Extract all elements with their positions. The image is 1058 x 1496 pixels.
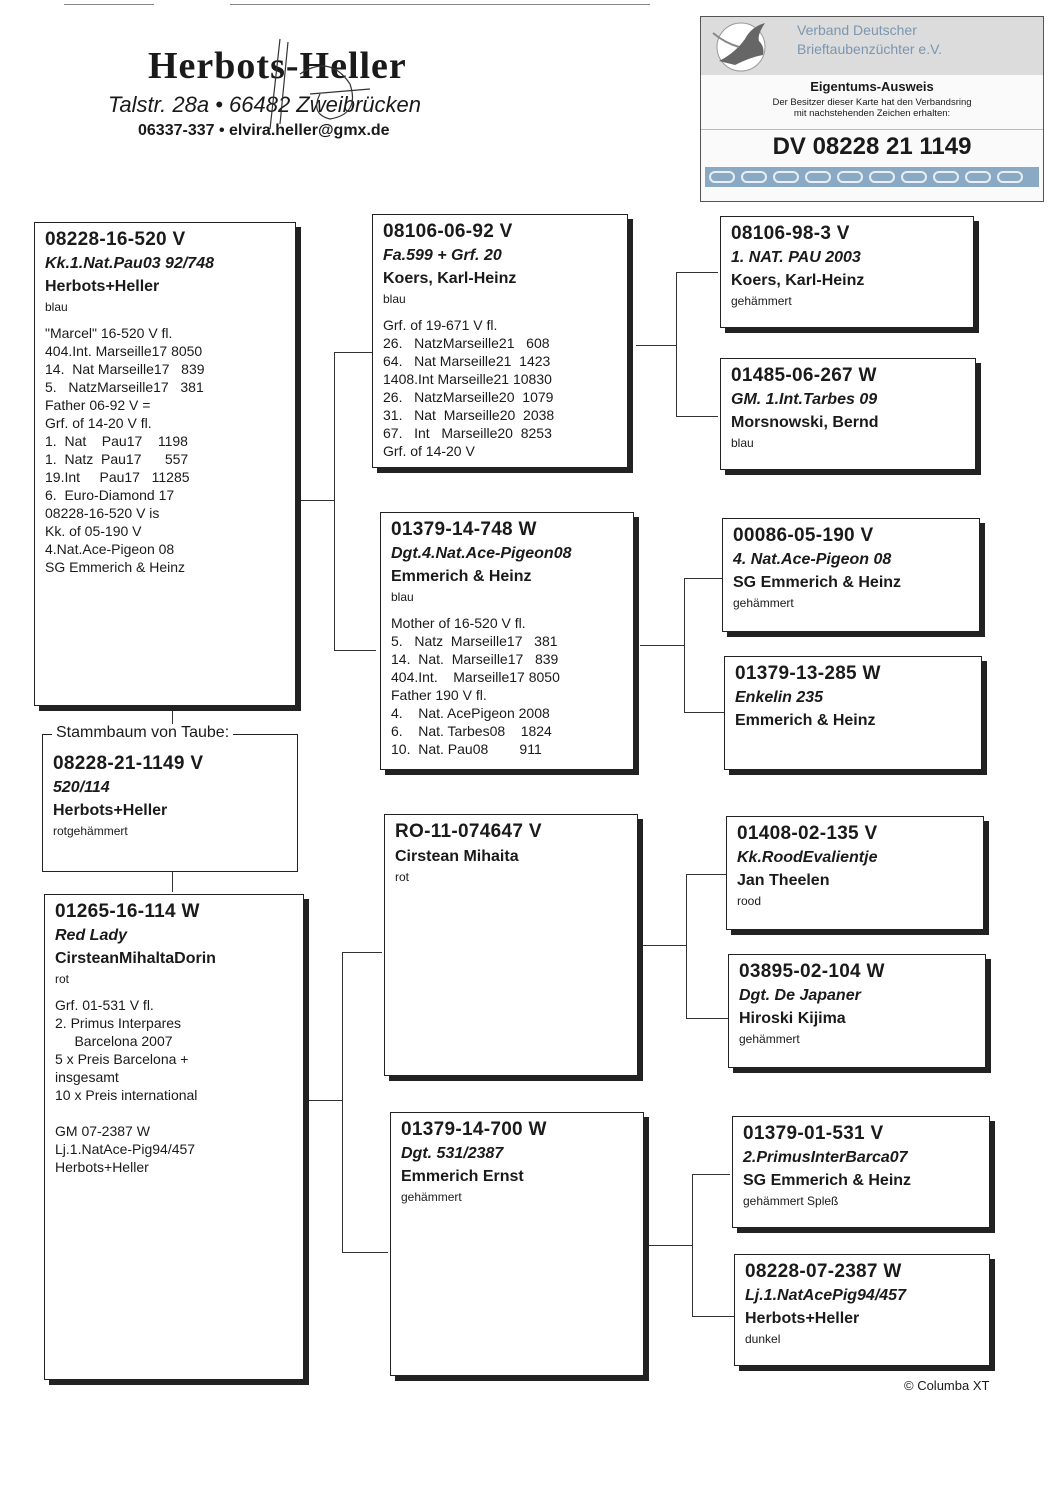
owner-name: Hiroski Kijima: [739, 1010, 846, 1027]
ring-number: 01379-14-748 W: [391, 519, 537, 540]
pigeon-color: dunkel: [745, 1332, 781, 1346]
card-pattern-band: [705, 167, 1039, 187]
connector: [172, 706, 173, 726]
ring-number: 08106-06-92 V: [383, 221, 513, 242]
ownership-card: [700, 16, 1044, 202]
pedigree-box-ff: [372, 214, 628, 468]
pigeon-color: rot: [55, 972, 70, 986]
pedigree-box-mfm: [728, 954, 986, 1068]
connector: [686, 874, 687, 1018]
pigeon-color: blau: [731, 436, 754, 450]
connector: [686, 1018, 728, 1019]
pigeon-name: GM. 1.Int.Tarbes 09: [731, 391, 878, 408]
owner-name: Koers, Karl-Heinz: [731, 272, 865, 289]
pedigree-box-mm: [390, 1112, 644, 1376]
card-association: [797, 21, 942, 59]
connector: [676, 272, 718, 273]
pigeon-color: rotgehämmert: [53, 824, 128, 838]
connector: [342, 952, 382, 953]
pigeon-name: 1. NAT. PAU 2003: [731, 249, 861, 266]
pigeon-name: 520/114: [53, 779, 110, 796]
connector: [692, 1174, 693, 1316]
ring-number: 01265-16-114 W: [55, 901, 200, 922]
performance-notes: Grf. of 19-671 V fl. 26. NatzMarseille21 608 64. Nat Marseille21 1423 1408.Int Marseille21 10830 26. NatzMarseille20 1079 31. Nat Marseille20 2038 67. Int Marseille20 8253 Grf. of 14-20 V: [383, 317, 555, 459]
connector: [684, 712, 724, 713]
pedigree-box-fmm: [724, 656, 982, 770]
ring-number: RO-11-074647 V: [395, 821, 542, 842]
connector: [648, 1245, 692, 1246]
owner-name: Koers, Karl-Heinz: [383, 270, 517, 287]
owner-name: Cirstean Mihaita: [395, 848, 519, 865]
connector: [334, 650, 376, 651]
ring-number: 01379-01-531 V: [743, 1123, 884, 1144]
owner-name: Emmerich & Heinz: [391, 568, 532, 585]
pigeon-name: Kk.1.Nat.Pau03 92/748: [45, 255, 214, 272]
pedigree-box-subject: [42, 734, 298, 872]
connector: [640, 645, 684, 646]
pigeon-color: gehämmert: [731, 294, 792, 308]
pigeon-name: Fa.599 + Grf. 20: [383, 247, 502, 264]
pigeon-name: 4. Nat.Ace-Pigeon 08: [733, 551, 892, 568]
pigeon-name: Red Lady: [55, 927, 128, 944]
pedigree-box-father: [34, 222, 296, 706]
pigeon-color: blau: [383, 292, 406, 306]
owner-name: Herbots+Heller: [745, 1310, 860, 1327]
connector: [342, 952, 343, 1252]
pigeon-color: rot: [395, 870, 410, 884]
pigeon-name: Lj.1.NatAcePig94/457: [745, 1287, 906, 1304]
owner-name: Herbots+Heller: [53, 802, 168, 819]
pedigree-box-fmf: [722, 518, 980, 632]
owner-name: Herbots+Heller: [45, 278, 160, 295]
connector: [334, 352, 374, 353]
card-association-line-2: Brieftaubenzüchter e.V.: [797, 41, 943, 57]
performance-notes: "Marcel" 16-520 V fl. 404.Int. Marseille17 8050 14. Nat Marseille17 839 5. NatzMarseille17 381 Father 06-92 V = Grf. of 14-20 V fl. 1. Nat Pau17 1198 1. Natz Pau17 557 19.Int Pau17 11285 6. Euro-Diamond 17 08228-16-520 V is Kk. of 05-190 V 4.Nat.Ace-Pigeon 08 SG Emmerich & Heinz: [45, 325, 205, 575]
pedigree-label: Stammbaum von Taube:: [52, 724, 233, 742]
ring-number: 01379-14-700 W: [401, 1119, 547, 1140]
top-rule-right: [230, 4, 650, 5]
pigeon-name: Dgt.4.Nat.Ace-Pigeon08: [391, 545, 572, 562]
signature-scribble-icon: [240, 34, 390, 134]
ring-number: 08228-21-1149 V: [53, 753, 204, 774]
connector: [676, 416, 718, 417]
pigeon-color: gehämmert Spleß: [743, 1194, 839, 1208]
pigeon-color: gehämmert: [739, 1032, 800, 1046]
owner-name: Emmerich & Heinz: [735, 712, 876, 729]
pigeon-name: Dgt. 531/2387: [401, 1145, 504, 1162]
connector: [298, 500, 334, 501]
pigeon-name: Enkelin 235: [735, 689, 824, 706]
pigeon-name: 2.PrimusInterBarca07: [743, 1149, 908, 1166]
pigeon-color: gehämmert: [733, 596, 794, 610]
ring-number: 01408-02-135 V: [737, 823, 878, 844]
breeder-name: Herbots-Heller: [148, 45, 407, 87]
connector: [306, 1100, 342, 1101]
pedigree-box-mf: [384, 814, 638, 1076]
owner-name: Morsnowski, Bernd: [731, 414, 879, 431]
pigeon-icon: [705, 17, 795, 75]
pedigree-box-mmf: [732, 1116, 990, 1228]
connector: [172, 872, 173, 892]
card-divider: [701, 129, 1043, 130]
ring-number: 01485-06-267 W: [731, 365, 877, 386]
card-ring-id: DV 08228 21 1149: [772, 133, 972, 160]
pigeon-color: blau: [391, 590, 414, 604]
owner-name: SG Emmerich & Heinz: [733, 574, 902, 591]
pedigree-box-mmm: [734, 1254, 990, 1366]
performance-notes: Mother of 16-520 V fl. 5. Natz Marseille17 381 14. Nat. Marseille17 839 404.Int. Marseille17 8050 Father 190 V fl. 4. Nat. AcePigeon 2008 6. Nat. Tarbes08 1824 10. Nat. Pau08 911: [391, 615, 560, 757]
pigeon-name: Dgt. De Japaner: [739, 987, 861, 1004]
connector: [676, 272, 677, 416]
connector: [684, 578, 722, 579]
connector: [334, 352, 335, 650]
owner-name: SG Emmerich & Heinz: [743, 1172, 912, 1189]
performance-notes: Grf. 01-531 V fl. 2. Primus Interpares Barcelona 2007 5 x Preis Barcelona + insgesamt 10 x Preis international GM 07-2387 W Lj.1.NatAce-Pig94/457 Herbots+Heller: [55, 997, 198, 1175]
pedigree-box-fff: [720, 216, 974, 328]
pedigree-box-fm: [380, 512, 634, 770]
card-header: [701, 17, 1043, 75]
connector: [692, 1316, 734, 1317]
ring-number: 01379-13-285 W: [735, 663, 881, 684]
ring-number: 03895-02-104 W: [739, 961, 885, 982]
connector: [642, 945, 686, 946]
pigeon-color: blau: [45, 300, 68, 314]
card-subtitle-line-2: mit nachstehenden Zeichen erhalten:: [793, 108, 951, 119]
card-title: Eigentums-Ausweis: [810, 79, 934, 94]
owner-name: CirsteanMihaltaDorin: [55, 950, 216, 967]
pigeon-color: gehämmert: [401, 1190, 462, 1204]
ring-number: 08228-07-2387 W: [745, 1261, 902, 1282]
pedigree-box-mother: [44, 894, 304, 1380]
ring-number: 08228-16-520 V: [45, 229, 186, 250]
connector: [692, 1174, 730, 1175]
breeder-address: Talstr. 28a • 66482 Zweibrücken: [108, 92, 422, 117]
top-rule-left: [64, 4, 154, 5]
ring-number: 08106-98-3 V: [731, 223, 850, 244]
connector: [342, 1252, 388, 1253]
connector: [636, 345, 676, 346]
card-association-line-1: Verband Deutscher: [797, 22, 917, 38]
pigeon-color: rood: [737, 894, 762, 908]
owner-name: Jan Theelen: [737, 872, 830, 889]
copyright-footer: © Columba XT: [904, 1378, 990, 1393]
breeder-contact: 06337-337 • elvira.heller@gmx.de: [138, 122, 390, 139]
connector: [684, 578, 685, 712]
pedigree-box-ffm: [720, 358, 976, 470]
pigeon-name: Kk.RoodEvalientje: [737, 849, 878, 866]
card-subtitle: [701, 97, 1043, 119]
pedigree-box-mff: [726, 816, 984, 930]
owner-name: Emmerich Ernst: [401, 1168, 524, 1185]
ring-number: 00086-05-190 V: [733, 525, 874, 546]
card-subtitle-line-1: Der Besitzer dieser Karte hat den Verbandsring: [772, 97, 972, 108]
connector: [686, 874, 726, 875]
